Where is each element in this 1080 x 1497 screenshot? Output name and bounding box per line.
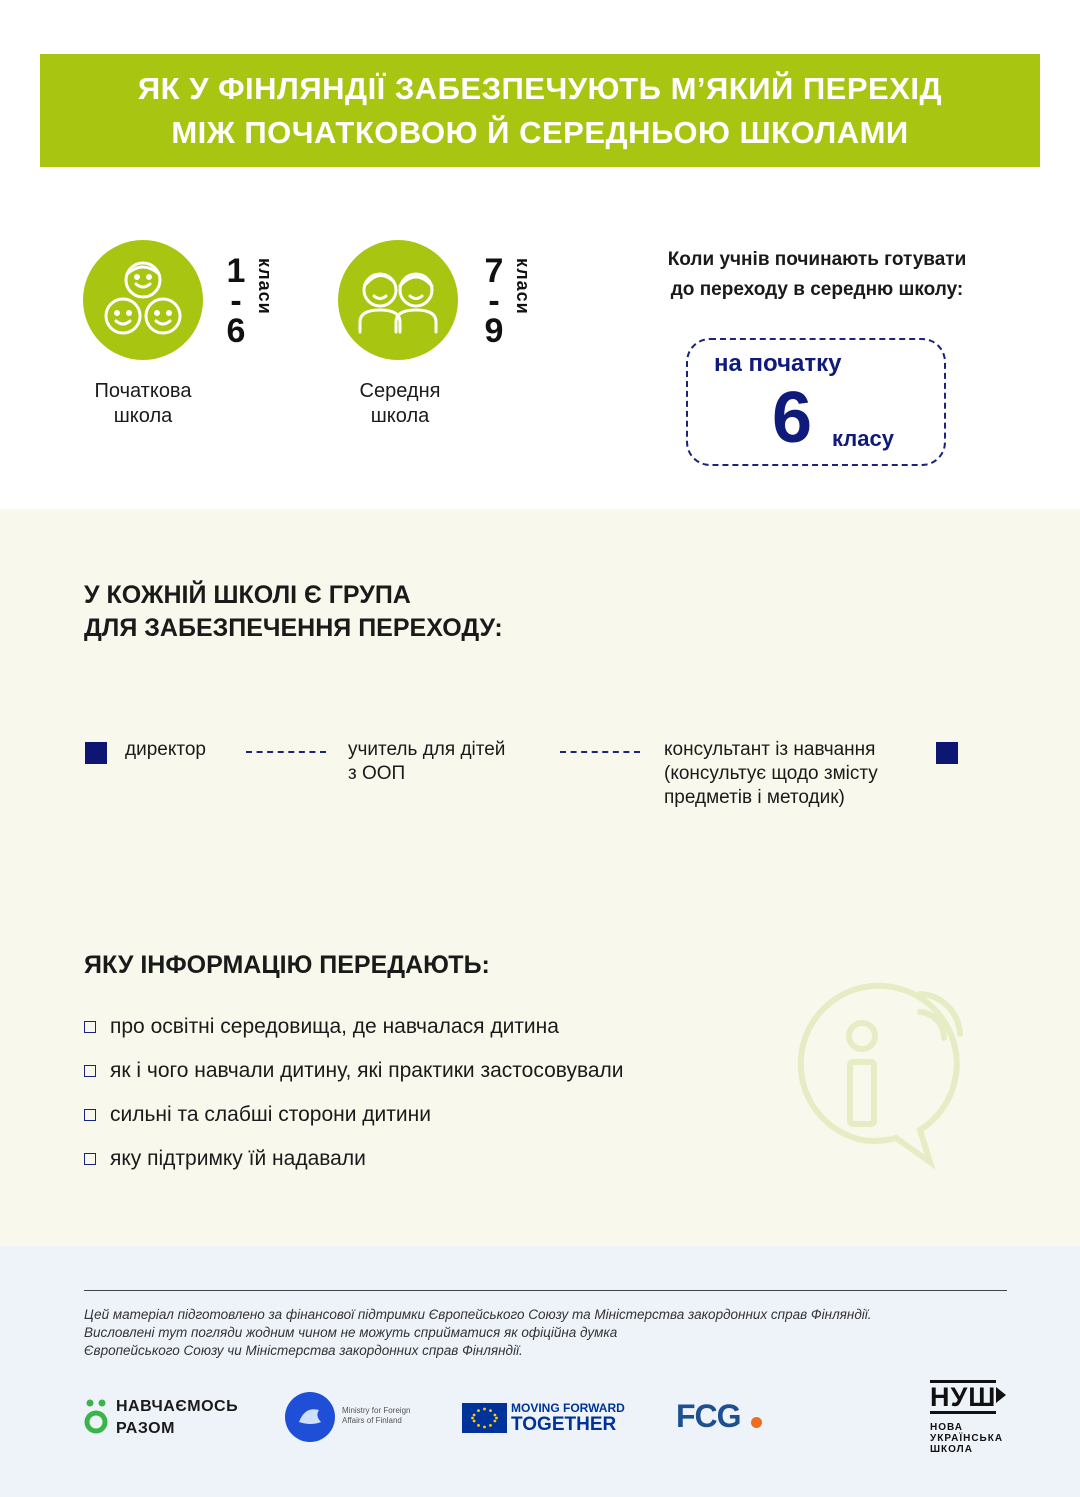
middle-school-label bbox=[310, 379, 490, 429]
mfa-line2: Affairs of Finland bbox=[342, 1416, 402, 1425]
fcg-logo: FCG bbox=[676, 1398, 741, 1434]
grade-dash-middle: - bbox=[488, 282, 500, 320]
nush-logo-text bbox=[930, 1422, 1003, 1455]
answer-prefix: на початку bbox=[714, 350, 842, 377]
eu-line2: TOGETHER bbox=[511, 1414, 617, 1435]
info-item-text: сильні та слабші сторони дитини bbox=[110, 1103, 431, 1126]
primary-school-label bbox=[53, 379, 233, 429]
answer-number: 6 bbox=[772, 378, 813, 458]
team-title-line2: ДЛЯ ЗАБЕЗПЕЧЕННЯ ПЕРЕХОДУ: bbox=[84, 614, 503, 642]
disclaimer-line1: Цей матеріал підготовлено за фінансової підтримки Європейського Союзу та Міністерства закордонних справ Фінляндії. bbox=[84, 1307, 872, 1322]
grade-unit-primary: класи bbox=[255, 258, 275, 315]
fcg-dot-icon bbox=[751, 1417, 762, 1428]
eu-flag-icon bbox=[462, 1403, 507, 1433]
answer-suffix: класу bbox=[832, 426, 894, 451]
team-section-title bbox=[84, 579, 503, 645]
title-line-1: ЯК У ФІНЛЯНДІЇ ЗАБЕЗПЕЧУЮТЬ М’ЯКИЙ ПЕРЕХІД bbox=[137, 70, 943, 106]
grade-dash-primary: - bbox=[230, 282, 242, 320]
nush-logo-mark: НУШ bbox=[930, 1382, 997, 1412]
info-section-title: ЯКУ ІНФОРМАЦІЮ ПЕРЕДАЮТЬ: bbox=[84, 951, 490, 979]
navchaemos-line2: РАЗОМ bbox=[116, 1420, 175, 1437]
info-item bbox=[84, 1103, 431, 1127]
navchaemos-logo-text bbox=[116, 1396, 238, 1440]
checkbox-icon bbox=[84, 1153, 96, 1165]
role-director bbox=[125, 738, 206, 762]
grade-from-primary: 1 bbox=[226, 252, 246, 290]
role-teacher-line1: учитель для дітей bbox=[348, 739, 506, 760]
disclaimer bbox=[84, 1306, 1014, 1360]
nush-line1: НОВА bbox=[930, 1422, 963, 1433]
disclaimer-line2: Висловлені тут погляди жодним чином не можуть сприйматися як офіційна думка bbox=[84, 1325, 618, 1340]
connector-2 bbox=[560, 751, 640, 753]
title-banner bbox=[40, 54, 1040, 167]
nush-line2: УКРАЇНСЬКА bbox=[930, 1433, 1004, 1444]
primary-label-line2: школа bbox=[113, 405, 173, 427]
question-line1: Коли учнів починають готувати bbox=[667, 249, 967, 270]
info-item bbox=[84, 1015, 559, 1039]
info-item bbox=[84, 1059, 624, 1083]
navchaemos-line1: НАВЧАЄМОСЬ bbox=[116, 1398, 239, 1415]
role-director-line1: директор bbox=[125, 739, 206, 760]
preparation-question bbox=[617, 245, 1017, 305]
children-faces-icon bbox=[83, 240, 203, 360]
team-title-line1: У КОЖНІЙ ШКОЛІ Є ГРУПА bbox=[84, 581, 411, 609]
checkbox-icon bbox=[84, 1021, 96, 1033]
finland-lion-emblem-icon bbox=[285, 1392, 335, 1442]
role-special-needs-teacher bbox=[348, 738, 505, 786]
role-learning-consultant bbox=[664, 738, 878, 810]
grade-to-primary: 6 bbox=[226, 312, 246, 350]
footer bbox=[0, 1246, 1080, 1497]
role-teacher-line2: з ООП bbox=[348, 763, 406, 784]
mfa-logo-text bbox=[342, 1406, 410, 1426]
primary-label-line1: Початкова bbox=[94, 380, 192, 402]
grade-from-middle: 7 bbox=[484, 252, 504, 290]
grade-to-middle: 9 bbox=[484, 312, 504, 350]
disclaimer-line3: Європейського Союзу чи Міністерства закордонних справ Фінляндії. bbox=[84, 1343, 523, 1358]
mfa-line1: Ministry for Foreign bbox=[342, 1406, 411, 1415]
nush-arrow-icon bbox=[996, 1387, 1006, 1403]
middle-label-line1: Середня bbox=[359, 380, 441, 402]
connector-1 bbox=[246, 751, 326, 753]
nush-line3: ШКОЛА bbox=[930, 1444, 973, 1455]
navchaemos-logo-icon bbox=[84, 1398, 108, 1436]
info-item-text: про освітні середовища, де навчалася дитина bbox=[110, 1015, 559, 1038]
role-consultant-line2: (консультує щодо змісту bbox=[664, 763, 878, 784]
team-end-marker bbox=[936, 742, 958, 764]
middle-label-line2: школа bbox=[370, 405, 430, 427]
info-item-text: як і чого навчали дитину, які практики застосовували bbox=[110, 1059, 624, 1082]
grade-unit-middle: класи bbox=[513, 258, 533, 315]
team-start-marker bbox=[85, 742, 107, 764]
question-line2: до переходу в середню школу: bbox=[670, 279, 964, 300]
eu-logo-text bbox=[511, 1401, 625, 1435]
eu-line1: MOVING FORWARD bbox=[511, 1401, 625, 1415]
info-item bbox=[84, 1147, 366, 1171]
title-line-2: МІЖ ПОЧАТКОВОЮ Й СЕРЕДНЬОЮ ШКОЛАМИ bbox=[171, 114, 909, 150]
checkbox-icon bbox=[84, 1065, 96, 1077]
role-consultant-line1: консультант із навчання bbox=[664, 739, 876, 760]
checkbox-icon bbox=[84, 1109, 96, 1121]
info-item-text: яку підтримку їй надавали bbox=[110, 1147, 366, 1170]
role-consultant-line3: предметів і методик) bbox=[664, 787, 845, 808]
info-bubble-icon bbox=[780, 980, 970, 1170]
footer-divider bbox=[84, 1290, 1007, 1291]
teenagers-icon bbox=[338, 240, 458, 360]
